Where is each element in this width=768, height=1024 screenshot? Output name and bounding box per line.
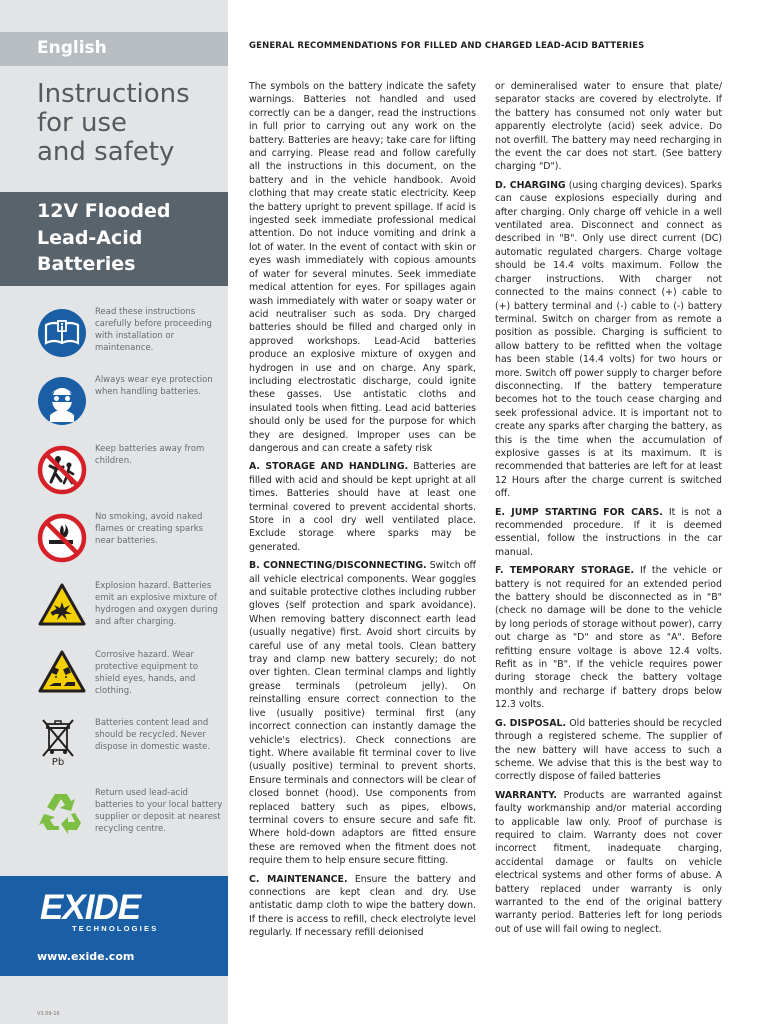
section-body: Products are warranted against faulty workmanship and/or material according to applicable law only. Proof of purchase is required to claim. Warranty does not cover incorrect fitment, inadequate charging, accidental damage or faults on vehicle electrical systems and other forms of abuse. A battery replaced under warranty is only warranted to the end of the original battery warranty period. Batteries left for long periods out of use will fail owing to neglect. <box>495 789 722 935</box>
section-disposal <box>495 717 722 784</box>
brand-box <box>0 876 228 976</box>
section-connecting <box>249 559 476 867</box>
text-column-right <box>495 80 722 941</box>
section-heading: C. MAINTENANCE. <box>249 873 348 885</box>
section-charging <box>495 179 722 501</box>
instruction-text: Always wear eye protection when handling batteries. <box>95 375 213 397</box>
section-body: Batteries are filled with acid and should be kept upright at all times. Batteries should have at least one terminal covered to prevent accidental shorts. Store in a cool dry well ventilated place. Exclude storage where sparks may be generated. <box>249 461 476 553</box>
section-heading: B. CONNECTING/DISCONNECTING. <box>249 560 427 572</box>
section-body: (using charging devices). Sparks can cause explosions especially during and after charging. Only charge off vehicle in a well ventilated area. Disconnect and connect as described in "B". Only use direct current (DC) automatic regulated chargers. Charge voltage should be 14.4 volts maximum. Follow the charger instructions. With charger not connected to the mains connect (+) cable to (+) battery terminal and (-) cable to (-) battery terminal. Switch on charger from as remote a position as possible. Charging is sufficient to allow battery to be refitted when the voltage has been stable (14.4 volts) for two hours or more. Switch off power supply to charger before disconnecting. If the battery temperature becomes hot to the touch cease charging and seek professional advice. It is important not to create any sparks after charging the battery, as this is the time when the accumulation of explosive gasses is at its maximum. It is recommended that batteries are left for at least 12 Hours after the charge current is switched off. <box>495 179 722 500</box>
section-heading: E. JUMP STARTING FOR CARS. <box>495 506 663 518</box>
document-title <box>37 80 190 167</box>
maintenance-continued: or demineralised water to ensure that plate/ separator stacks are covered by electrolyte. If the battery has consumed not only water but apparently electrolyte (acid) seek advice. Do not overfill. The battery may need recharging in the event the car does not start. (See battery charging "D"). <box>495 81 722 173</box>
section-body: Switch off all vehicle electrical components. Wear goggles and suitable protective clothes including rubber gloves (self protection and spark avoidance). When removing battery disconnect earth lead (usually negative) first. Avoid short circuits by careful use of any metal tools. Clean battery tray and clamp new battery securely; do not over tighten. Clean terminal clamps and lightly grease terminals (petroleum jelly). On reinstalling ensure correct connection to the live (usually positive) terminal first (any incorrect connection can instantly damage the vehicle's electrics). Check connections are tight. Where available fit terminal cover to live (usually positive) terminal to prevent shorts. Ensure terminals and connectors will be clear of closed bonnet (hood). Use components from replaced battery such as pipes, elbows, terminal covers to ensure secure and safe fit. Where hold-down adaptors are fitted ensure these are removed when the fitment does not require them to help ensure secure fitting. <box>249 560 477 867</box>
title-line: Instructions <box>37 79 190 109</box>
instruction-text: Batteries content lead and should be recycled. Never dispose in domestic waste. <box>95 718 211 752</box>
instruction-text: Corrosive hazard. Wear protective equipment to shield eyes, hands, and clothing. <box>95 650 199 696</box>
brand-name: EXIDE <box>40 888 141 927</box>
website-link[interactable]: www.exide.com <box>37 950 135 963</box>
section-temporary-storage <box>495 564 722 711</box>
product-line: Lead-Acid <box>37 226 143 249</box>
lead-symbol: Pb <box>51 757 65 766</box>
section-maintenance <box>249 873 476 940</box>
instruction-text: Keep batteries away from children. <box>95 444 205 466</box>
crossed-bin-icon <box>37 716 87 766</box>
explosion-hazard-icon <box>37 580 87 630</box>
product-title <box>37 198 222 278</box>
text-column-left <box>249 80 476 945</box>
section-body: Old batteries should be recycled through a registered scheme. The supplier of the new battery will have access to such a scheme. We advise that this is the best way to correctly dispose of failed batteries <box>495 717 723 783</box>
sidebar <box>0 0 228 1024</box>
section-storage <box>249 460 476 554</box>
section-heading: G. DISPOSAL. <box>495 717 567 729</box>
instruction-text: Read these instructions carefully before proceeding with installation or maintenance. <box>95 307 212 353</box>
brand-subtitle: TECHNOLOGIES <box>72 924 159 933</box>
section-warranty <box>495 789 722 936</box>
no-smoking-icon <box>37 513 87 563</box>
keep-away-children-icon <box>37 445 87 495</box>
instruction-text: Explosion hazard. Batteries emit an explosive mixture of hydrogen and oxygen during and after charging. <box>95 581 218 627</box>
language-label: English <box>37 38 107 58</box>
version-code: V3.09-16 <box>37 1011 60 1017</box>
exide-logo[interactable] <box>37 888 177 934</box>
section-jump-starting <box>495 506 722 560</box>
product-line: Batteries <box>37 253 136 275</box>
section-heading: A. STORAGE AND HANDLING. <box>249 461 409 473</box>
section-heading: F. TEMPORARY STORAGE. <box>495 565 635 577</box>
eye-protection-icon <box>37 376 87 426</box>
language-bar <box>0 32 228 66</box>
intro-paragraph: The symbols on the battery indicate the safety warnings. Batteries not handled and used correctly can be a danger, read the instructions in full prior to carrying out any work on the battery. Batteries are heavy; take care for lifting and carrying. Please read and follow carefully all the instructions in this document, on the battery and in the vehicle handbook. Avoid clothing that may create static electricity. Keep the battery upright to prevent spillage. If acid is ingested seek immediate professional medical attention. Do not induce vomiting and drink a lot of water. In the event of contact with skin or eyes wash immediately with copious amounts of water for several minutes. Seek immediate medical attention for eyes. For spillages again wash immediately with water or soapy water or acid neutraliser such as soda. Dry charged batteries should be filled and charged only in approved workshops. Lead-Acid batteries produce an explosive mixture of oxygen and hydrogen in use and on charge. Any spark, including electrostatic discharge, could ignite these gasses. Use antistatic cloths and insulated tools when fitting. Lead acid batteries should only be used for the purpose for which they are designed. Improper uses can be dangerous and can create a safety risk <box>249 81 476 454</box>
product-line: 12V Flooded <box>37 200 171 222</box>
page-heading: GENERAL RECOMMENDATIONS FOR FILLED AND CHARGED LEAD-ACID BATTERIES <box>249 41 645 51</box>
title-line: and safety <box>37 137 175 167</box>
read-instructions-icon <box>37 308 87 358</box>
title-line: for use <box>37 108 128 138</box>
instruction-text: No smoking, avoid naked flames or creating sparks near batteries. <box>95 512 204 546</box>
section-body: If the vehicle or battery is not required for an extended period the battery should be disconnected as in "B" (check no damage will be done to the vehicle by long periods of storage without power), carry out charge as "D" and store as "A". Before refitting ensure voltage is above 12.4 volts. Refit as in "B". If the vehicle requires power during storage check the battery voltage monthly and recharge if battery drops below 12.3 volts. <box>495 565 723 711</box>
recycling-icon <box>37 786 87 836</box>
section-heading: D. CHARGING <box>495 179 566 191</box>
section-body: Ensure the battery and connections are kept clean and dry. Use antistatic damp cloth to wipe the battery down. If there is access to refill, check electrolyte level regularly. If necessary refill deionised <box>249 873 477 939</box>
instruction-text: Return used lead-acid batteries to your local battery supplier or deposit at nearest recycling centre. <box>95 788 223 834</box>
product-box <box>0 192 228 286</box>
corrosive-hazard-icon <box>37 647 87 697</box>
section-heading: WARRANTY. <box>495 789 557 801</box>
section-body: It is not a recommended procedure. If it is deemed essential, follow the instructions in the car manual. <box>495 506 723 558</box>
